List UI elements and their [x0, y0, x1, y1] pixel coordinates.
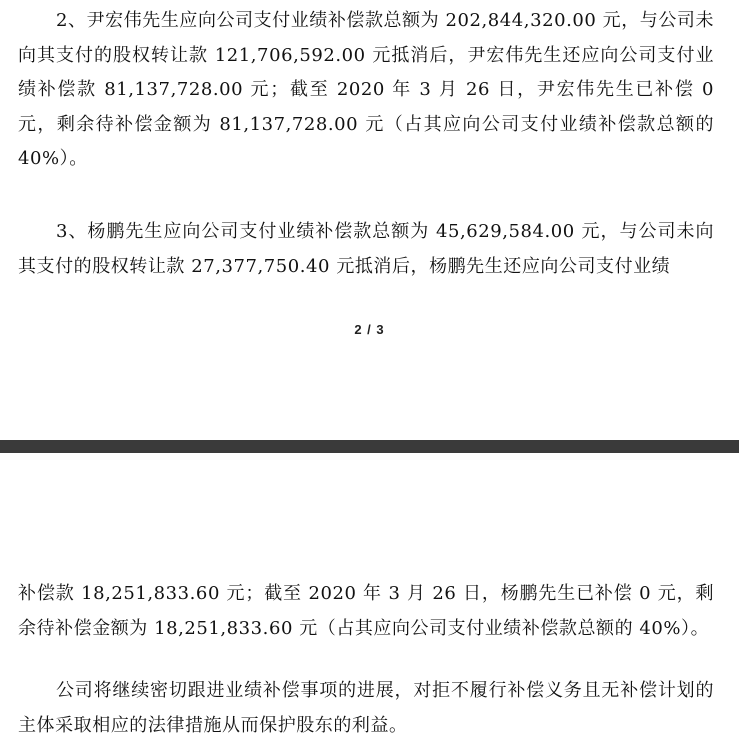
paragraph-yin-hongwei-compensation: 2、尹宏伟先生应向公司支付业绩补偿款总额为 202,844,320.00 元，与公司未向其支付的股权转让款 121,706,592.00 元抵消后，尹宏伟先生还应向公司支付业绩补偿款 81,137,728.00 元；截至 2020 年 3 月 26 日，尹宏伟先生已补偿 0 元，剩余待补偿金额为 81,137,728.00 元（占其应向公司支付业绩补偿款总额的 40%）。 — [18, 10, 714, 170]
page-separator — [0, 440, 739, 453]
paragraph-company-follow-up: 公司将继续密切跟进业绩补偿事项的进展，对拒不履行补偿义务且无补偿计划的主体采取相应的法律措施从而保护股东的利益。 — [18, 680, 714, 736]
paragraph-yang-peng-continued: 补偿款 18,251,833.60 元；截至 2020 年 3 月 26 日，杨鹏先生已补偿 0 元，剩余待补偿金额为 18,251,833.60 元（占其应向公司支付业绩补偿款总额的 40%）。 — [18, 583, 714, 639]
paragraph-yang-peng-compensation: 3、杨鹏先生应向公司支付业绩补偿款总额为 45,629,584.00 元，与公司未向其支付的股权转让款 27,377,750.40 元抵消后，杨鹏先生还应向公司支付业绩 — [18, 221, 714, 277]
page-number: 2 / 3 — [354, 322, 385, 337]
